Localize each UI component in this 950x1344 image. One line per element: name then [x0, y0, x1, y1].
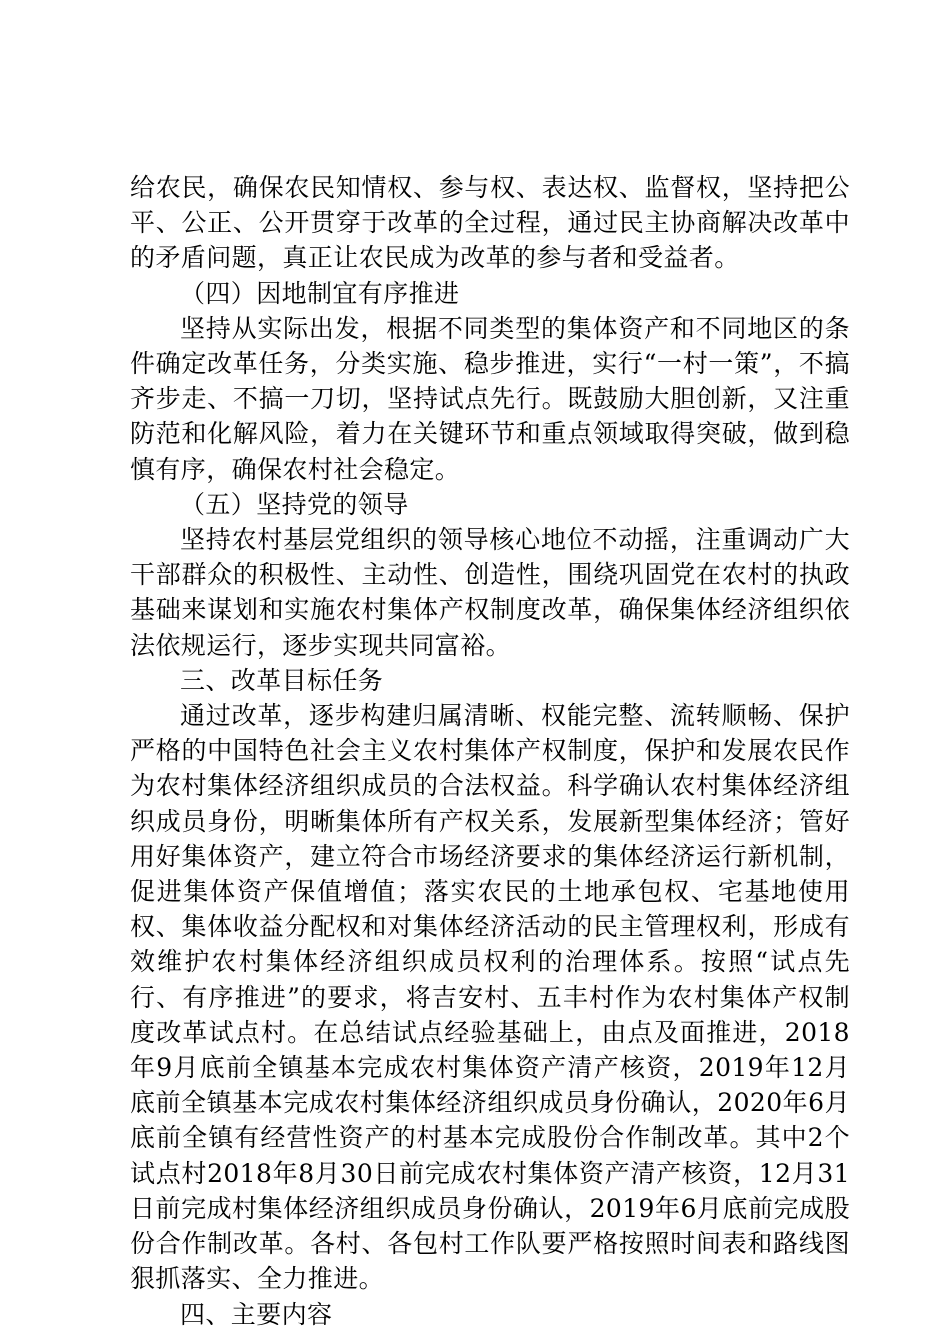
paragraph-continuation: 给农民，确保农民知情权、参与权、表达权、监督权，坚持把公平、公正、公开贯穿于改革的全过程，通过民主协商解决改革中的矛盾问题，真正让农民成为改革的参与者和受益者。	[130, 173, 850, 273]
chapter-heading-3: 三、改革目标任务	[180, 665, 384, 695]
section-heading-4: （四）因地制宜有序推进	[180, 278, 460, 308]
chapter-heading-4: 四、主要内容	[180, 1299, 333, 1329]
paragraph-section-4: 坚持从实际出发，根据不同类型的集体资产和不同地区的条件确定改革任务，分类实施、稳步推进，实行“一村一策”，不搞齐步走、不搞一刀切，坚持试点先行。既鼓励大胆创新，又注重防范和化解风险，着力在关键环节和重点领域取得突破，做到稳慎有序，确保农村社会稳定。	[130, 313, 850, 484]
section-heading-5: （五）坚持党的领导	[180, 489, 409, 519]
paragraph-chapter-3: 通过改革，逐步构建归属清晰、权能完整、流转顺畅、保护严格的中国特色社会主义农村集体产权制度，保护和发展农民作为农村集体经济组织成员的合法权益。科学确认农村集体经济组织成员身份，明晰集体所有产权关系，发展新型集体经济；管好用好集体资产，建立符合市场经济要求的集体经济运行新机制，促进集体资产保值增值；落实农民的土地承包权、宅基地使用权、集体收益分配权和对集体经济活动的民主管理权利，形成有效维护农村集体经济组织成员权利的治理体系。按照“试点先行、有序推进”的要求，将吉安村、五丰村作为农村集体产权制度改革试点村。在总结试点经验基础上，由点及面推进，2018年9月底前全镇基本完成农村集体资产清产核资，2019年12月底前全镇基本完成农村集体经济组织成员身份确认，2020年6月底前全镇有经营性资产的村基本完成股份合作制改革。其中2个试点村2018年8月30日前完成农村集体资产清产核资，12月31日前完成村集体经济组织成员身份确认，2019年6月底前完成股份合作制改革。各村、各包村工作队要严格按照时间表和路线图狠抓落实、全力推进。	[130, 701, 850, 1294]
paragraph-section-5: 坚持农村基层党组织的领导核心地位不动摇，注重调动广大干部群众的积极性、主动性、创造性，围绕巩固党在农村的执政基础来谋划和实施农村集体产权制度改革，确保集体经济组织依法依规运行，逐步实现共同富裕。	[130, 525, 850, 660]
document-page	[130, 170, 850, 1332]
